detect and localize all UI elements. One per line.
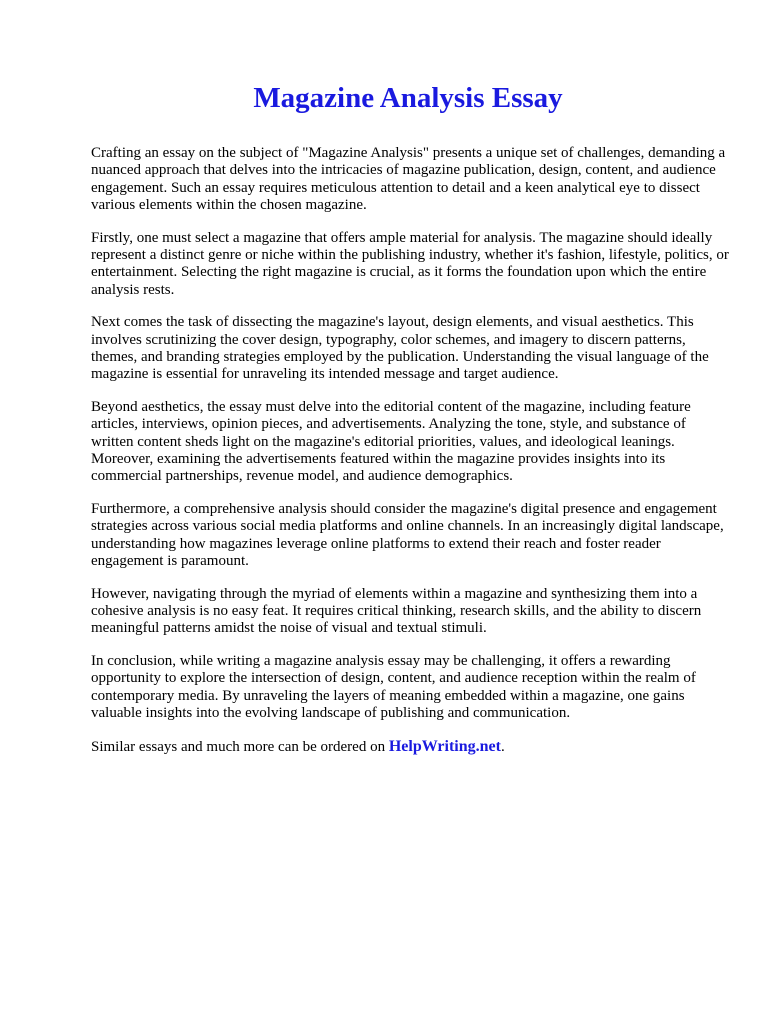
page-title: Magazine Analysis Essay: [253, 82, 563, 114]
helpwriting-link[interactable]: HelpWriting.net: [388, 737, 501, 755]
paragraph-layout-design: Next comes the task of dissecting the magazine's layout, design elements, and visual aesthetics. This involves scrutinizing the cover design, typography, color schemes, and imagery to discern patterns, themes, and branding strategies employed by the publication. Understanding the visual language of the magazine is essential for unraveling its intended message and target audience.: [91, 314, 709, 383]
footer-note: [91, 738, 731, 756]
paragraph-challenges: However, navigating through the myriad of elements within a magazine and synthesizing them into a cohesive analysis is no easy feat. It requires critical thinking, research skills, and the ability to discern meaningful patterns amidst the noise of visual and textual stimuli.: [91, 585, 702, 637]
essay-body: [91, 145, 731, 772]
paragraph-editorial-content: Beyond aesthetics, the essay must delve into the editorial content of the magazine, including feature articles, interviews, opinion pieces, and advertisements. Analyzing the tone, style, and substance of written content sheds light on the magazine's editorial priorities, values, and ideological leanings. Moreover, examining the advertisements featured within the magazine provides insights into its commercial partnerships, revenue model, and audience demographics.: [91, 399, 691, 485]
paragraph-select-magazine: Firstly, one must select a magazine that offers ample material for analysis. The magazine should ideally represent a distinct genre or niche within the publishing industry, whether it's fashion, lifestyle, politics, or entertainment. Selecting the right magazine is crucial, as it forms the foundation upon which the entire analysis rests.: [91, 229, 729, 298]
paragraph-digital-presence: Furthermore, a comprehensive analysis should consider the magazine's digital presence and engagement strategies across various social media platforms and online channels. In an increasingly digital landscape, understanding how magazines leverage online platforms to extend their reach and foster reader engagement is paramount.: [91, 501, 724, 569]
footer-suffix: .: [500, 738, 505, 755]
footer-prefix: Similar essays and much more can be ordered on: [91, 738, 389, 755]
paragraph-intro: Crafting an essay on the subject of "Magazine Analysis" presents a unique set of challenges, demanding a nuanced approach that delves into the intricacies of magazine publication, design, content, and audience engagement. Such an essay requires meticulous attention to detail and a keen analytical eye to dissect various elements within the chosen magazine.: [91, 145, 726, 213]
paragraph-conclusion: In conclusion, while writing a magazine analysis essay may be challenging, it offers a rewarding opportunity to explore the intersection of design, content, and audience reception within the realm of contemporary media. By unraveling the layers of meaning embedded within a magazine, one gains valuable insights into the evolving landscape of publishing and communication.: [91, 653, 696, 722]
